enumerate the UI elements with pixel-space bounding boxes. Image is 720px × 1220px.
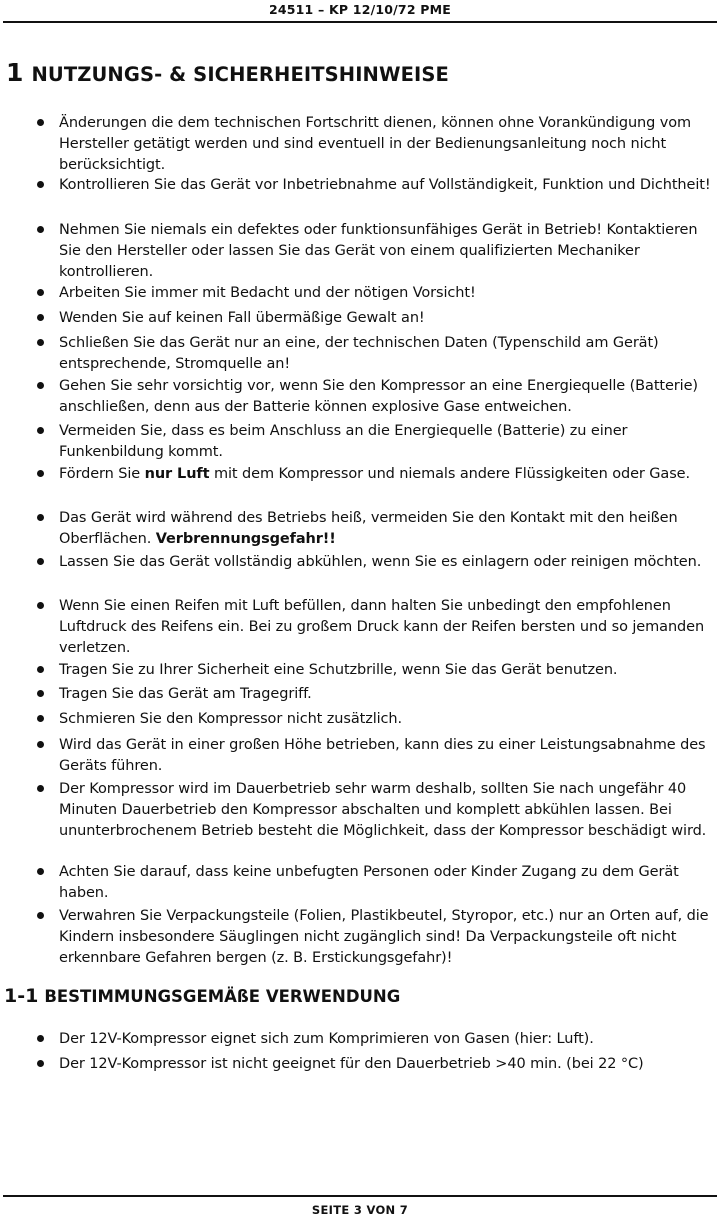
list-item [0,308,712,329]
list-item [0,283,712,304]
bullet-icon [37,602,44,609]
list-item [0,333,712,375]
list-item-text: Wenden Sie auf keinen Fall übermäßige Gewalt an! [59,310,425,326]
emphasis-text: Verbrennungsgefahr!! [155,531,336,547]
list-item-text: Änderungen die dem technischen Fortschritt dienen, können ohne Vorankündigung vom Hersteller getätigt werden und sind eventuell in der Bedienungsanleitung noch nicht berücksichtigt. [59,115,692,173]
list-item [0,735,712,777]
bullet-icon [37,339,44,346]
list-item [0,660,712,681]
emphasis-text: nur Luft [144,466,210,482]
list-item-text: Gehen Sie sehr vorsichtig vor, wenn Sie den Kompressor an eine Energiequelle (Batterie) anschließen, denn aus der Batterie können explosive Gase entweichen. [59,378,698,415]
bullet-icon [37,785,44,792]
bullet-icon [37,741,44,748]
list-item [0,709,712,730]
list-item-text: Vermeiden Sie, dass es beim Anschluss an die Energiequelle (Batterie) zu einer Funkenbildung kommt. [59,423,628,460]
bullet-icon [37,226,44,233]
list-item-text: Schmieren Sie den Kompressor nicht zusätzlich. [59,711,403,727]
list-item-text: Verwahren Sie Verpackungsteile (Folien, Plastikbeutel, Styropor, etc.) nur an Orten auf, die Kindern insbesondere Säuglingen nicht zugänglich sind! Da Verpackungsteile oft nicht erkennbare Gefahren bergen (z. B. Erstickungsgefahr)! [59,908,709,966]
bullet-icon [37,470,44,477]
header-rule [3,21,717,23]
subsection-number: 1-1 [4,985,39,1007]
bullet-icon [37,119,44,126]
list-item-text: Lassen Sie das Gerät vollständig abkühlen, wenn Sie es einlagern oder reinigen möchten. [59,554,702,570]
list-item-text: Kontrollieren Sie das Gerät vor Inbetriebnahme auf Vollständigkeit, Funktion und Dichtheit! [59,177,711,193]
bullet-icon [37,666,44,673]
list-item-text: Nehmen Sie niemals ein defektes oder funktionsunfähiges Gerät in Betrieb! Kontaktieren Sie den Hersteller oder lassen Sie das Gerät von einem qualifizierten Mechaniker kontrollieren. [59,222,698,280]
list-item-text: Arbeiten Sie immer mit Bedacht und der nötigen Vorsicht! [59,285,476,301]
bullet-icon [37,427,44,434]
list-item [0,175,712,196]
list-item-text: Tragen Sie zu Ihrer Sicherheit eine Schutzbrille, wenn Sie das Gerät benutzen. [59,662,618,678]
page-header: 24511 – KP 12/10/72 PME [268,2,452,17]
bullet-icon [37,289,44,296]
list-item [0,508,712,550]
bullet-icon [37,868,44,875]
bullet-icon [37,558,44,565]
bullet-icon [37,514,44,521]
page-footer: SEITE 3 VON 7 [311,1203,409,1217]
list-item [0,779,712,842]
bullet-icon [37,181,44,188]
bullet-icon [37,715,44,722]
list-item-text: Der Kompressor wird im Dauerbetrieb sehr warm deshalb, sollten Sie nach ungefähr 40 Minuten Dauerbetrieb den Kompressor abschalten und komplett abkühlen lassen. Bei ununterbrochenem Betrieb besteht die Möglichkeit, dass der Kompressor beschädigt wird. [59,781,707,839]
bullet-icon [37,1035,44,1042]
list-item [0,113,712,176]
bullet-icon [37,1060,44,1067]
list-item [0,1054,712,1075]
section-number: 1 [6,58,24,87]
list-item-text: Das Gerät wird während des Betriebs heiß, vermeiden Sie den Kontakt mit den heißen Oberflächen. Verbrennungsgefahr!! [59,510,678,547]
list-item-text: Schließen Sie das Gerät nur an eine, der technischen Daten (Typenschild am Gerät) entsprechende, Stromquelle an! [59,335,659,372]
list-item [0,1029,712,1050]
list-item-text: Wenn Sie einen Reifen mit Luft befüllen, dann halten Sie unbedingt den empfohlenen Luftdruck des Reifens ein. Bei zu großem Druck kann der Reifen bersten und so jemanden verletzen. [59,598,705,656]
list-item [0,862,712,904]
footer-rule [3,1195,717,1197]
section-heading [6,58,449,87]
list-item [0,684,712,705]
subsection-heading [4,985,400,1007]
list-item-text: Wird das Gerät in einer großen Höhe betrieben, kann dies zu einer Leistungsabnahme des Geräts führen. [59,737,706,774]
list-item [0,596,712,659]
list-item [0,421,712,463]
list-item-text: Der 12V-Kompressor ist nicht geeignet für den Dauerbetrieb >40 min. (bei 22 °C) [59,1056,644,1072]
list-item-text: Achten Sie darauf, dass keine unbefugten Personen oder Kinder Zugang zu dem Gerät haben. [59,864,679,901]
list-item-text: Tragen Sie das Gerät am Tragegriff. [59,686,312,702]
list-item-text: Fördern Sie nur Luft mit dem Kompressor und niemals andere Flüssigkeiten oder Gase. [59,466,691,482]
bullet-icon [37,382,44,389]
bullet-icon [37,314,44,321]
list-item [0,464,712,485]
list-item [0,220,712,283]
list-item [0,552,712,573]
list-item [0,906,712,969]
subsection-title: BESTIMMUNGSGEMÄßE VERWENDUNG [44,987,401,1006]
list-item [0,376,712,418]
list-item-text: Der 12V-Kompressor eignet sich zum Komprimieren von Gasen (hier: Luft). [59,1031,594,1047]
bullet-icon [37,690,44,697]
bullet-icon [37,912,44,919]
section-title: NUTZUNGS- & SICHERHEITSHINWEISE [31,63,449,86]
